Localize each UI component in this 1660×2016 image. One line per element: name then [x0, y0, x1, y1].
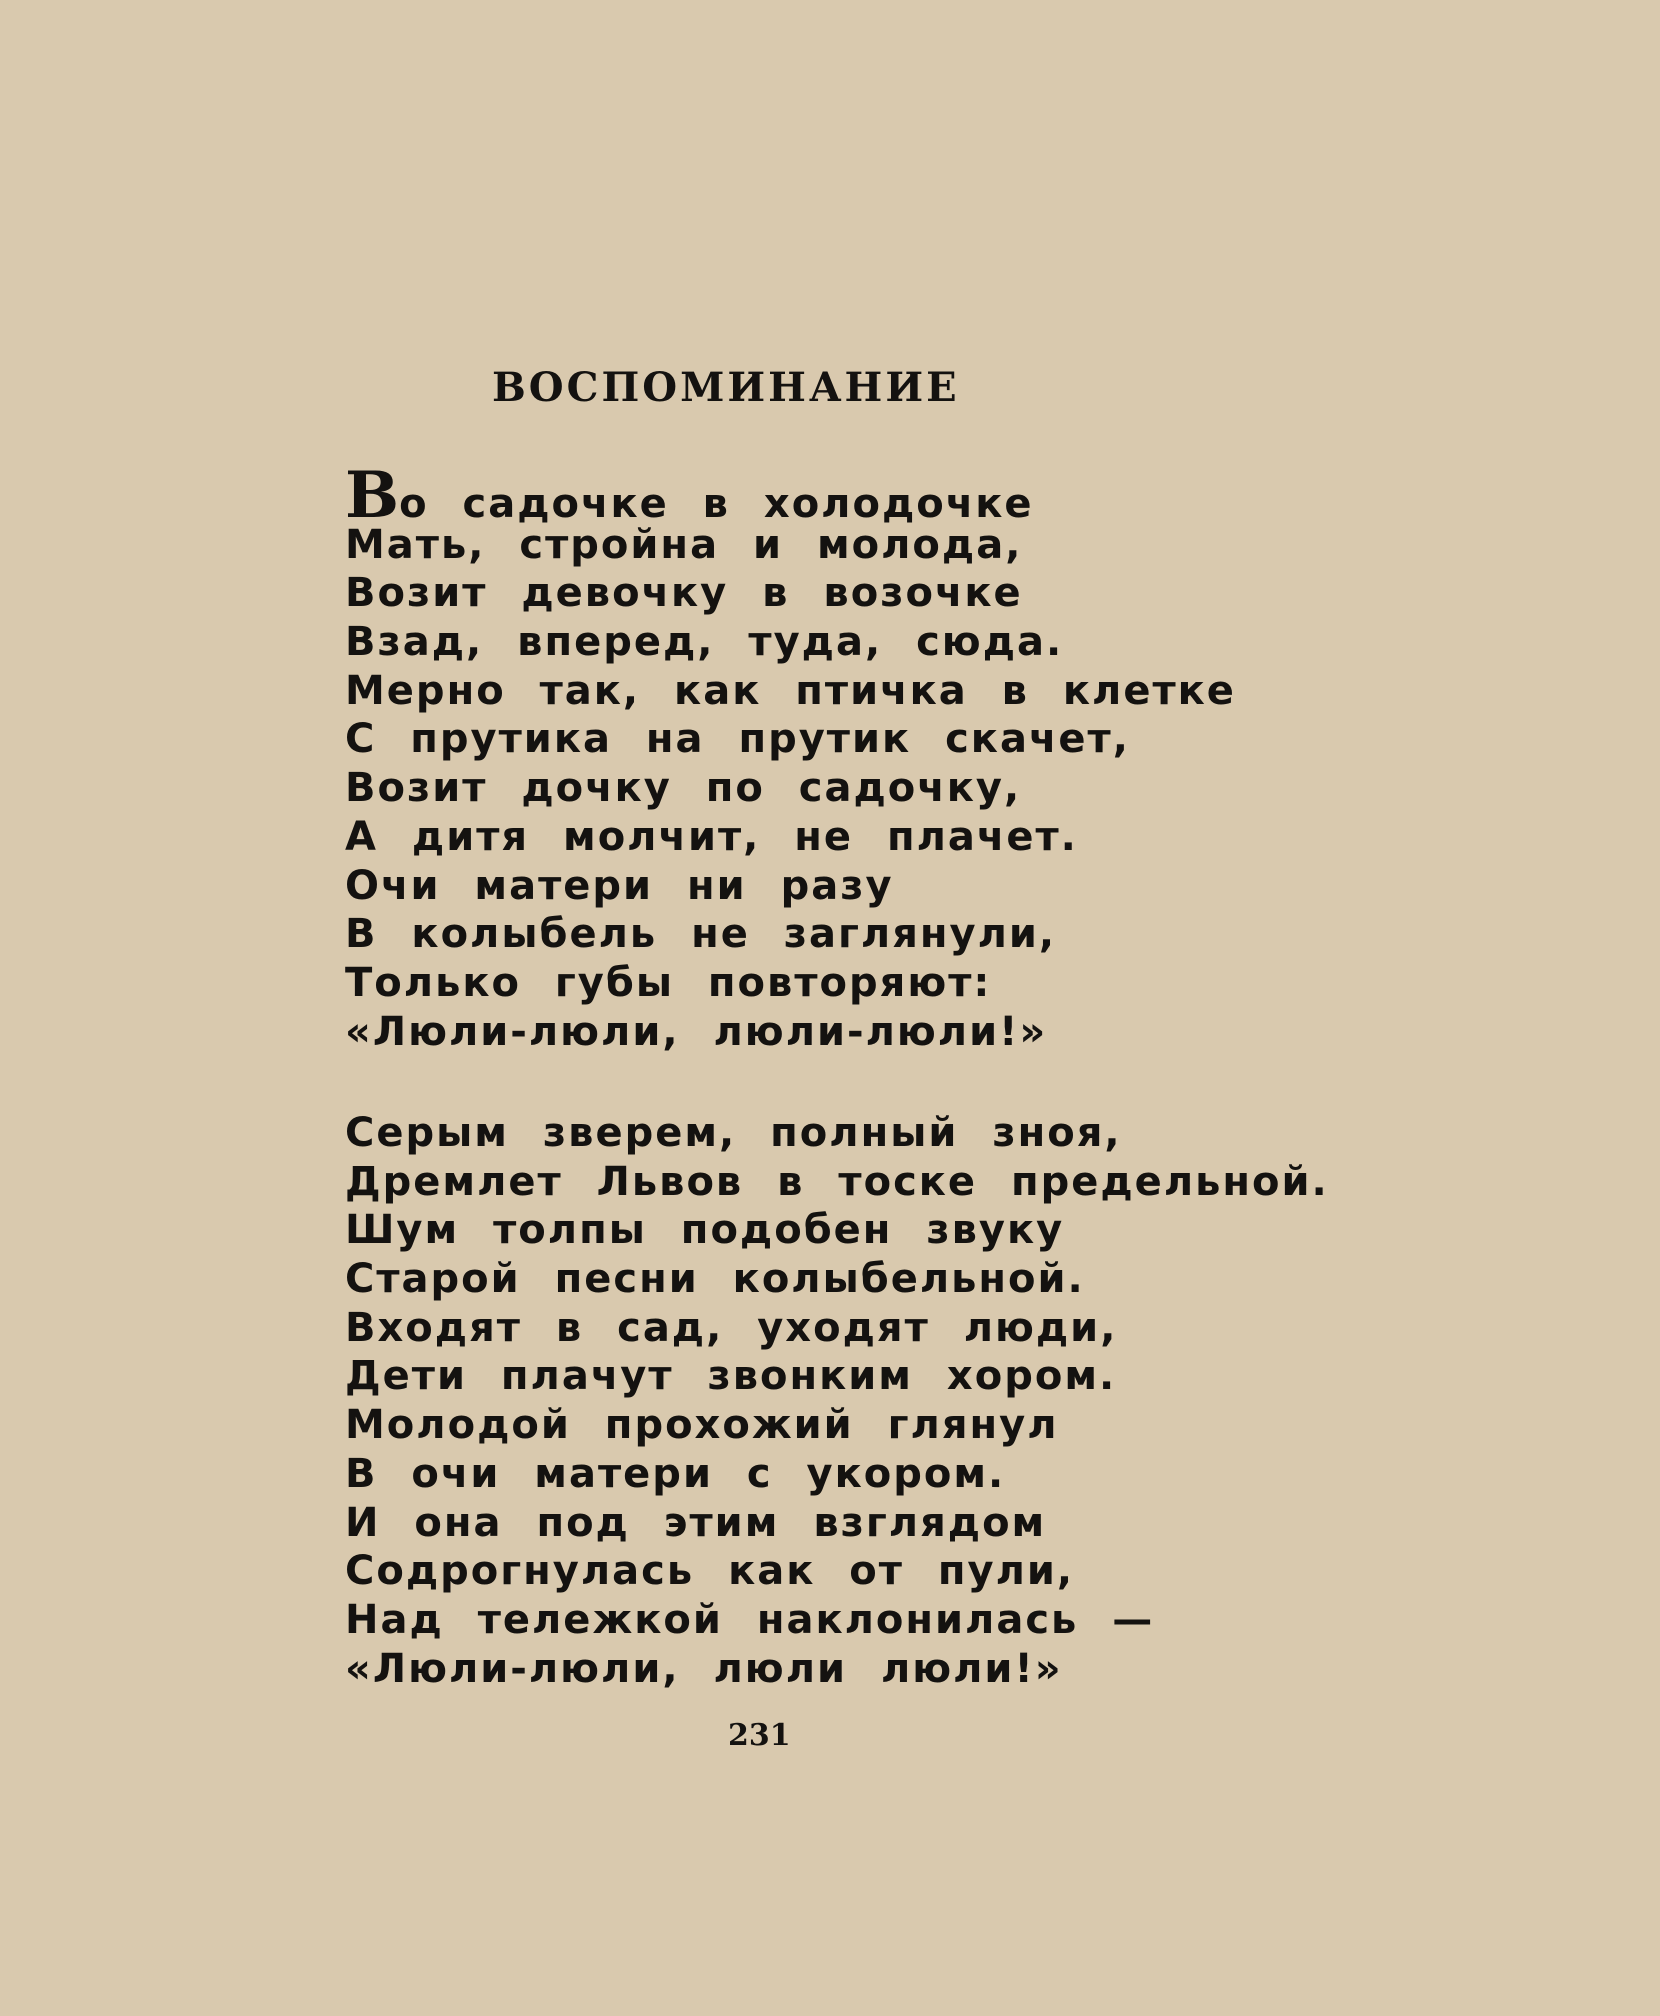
poem-line: В колыбель не заглянули, [345, 911, 1057, 958]
poem-line: С прутика на прутик скачет, [345, 716, 1130, 763]
poem-line: Старой песни колыбельной. [345, 1256, 1085, 1303]
poem-line: «Люли-люли, люли люли!» [345, 1645, 1063, 1692]
poem-line: Серым зверем, полный зноя, [345, 1110, 1122, 1156]
poem-line: Содрогнулась как от пули, [345, 1548, 1075, 1595]
poem-line: И она под этим взглядом [345, 1499, 1047, 1546]
first-line-text: о садочке в холодочке [399, 481, 1034, 527]
poem-line: Молодой прохожий глянул [345, 1402, 1059, 1449]
poem-line: Мерно так, как птичка в клетке [345, 667, 1236, 714]
stanza-1 [345, 458, 1236, 1056]
poem-line: Только губы повторяют: [345, 959, 992, 1006]
poem-line: Очи матери ни разу [345, 862, 894, 909]
poem-line: Шум толпы подобен звуку [345, 1207, 1065, 1254]
poem-line: Возит дочку по садочку, [345, 765, 1022, 812]
poem-line: Возит девочку в возочке [345, 570, 1023, 617]
poem-line: А дитя молчит, не плачет. [345, 813, 1078, 860]
stanza-2 [345, 1109, 1329, 1693]
poem-line: Входят в сад, уходят люди, [345, 1304, 1118, 1351]
poem-line: Дети плачут звонким хором. [345, 1353, 1117, 1400]
poem-line: Мать, стройна и молода, [345, 521, 1023, 568]
poem-line: Взад, вперед, туда, сюда. [345, 619, 1064, 666]
poem-title: ВОСПОМИНАНИЕ [492, 364, 960, 411]
poem-line: В очи матери с укором. [345, 1450, 1006, 1497]
drop-cap-initial: В [345, 458, 400, 533]
poem-line: «Люли-люли, люли-люли!» [345, 1008, 1048, 1055]
page-number: 231 [728, 1718, 791, 1753]
poem-line: Над тележкой наклонилась — [345, 1596, 1155, 1643]
poem-line: Дремлет Львов в тоске предельной. [345, 1158, 1329, 1205]
poem-line [345, 458, 1236, 533]
